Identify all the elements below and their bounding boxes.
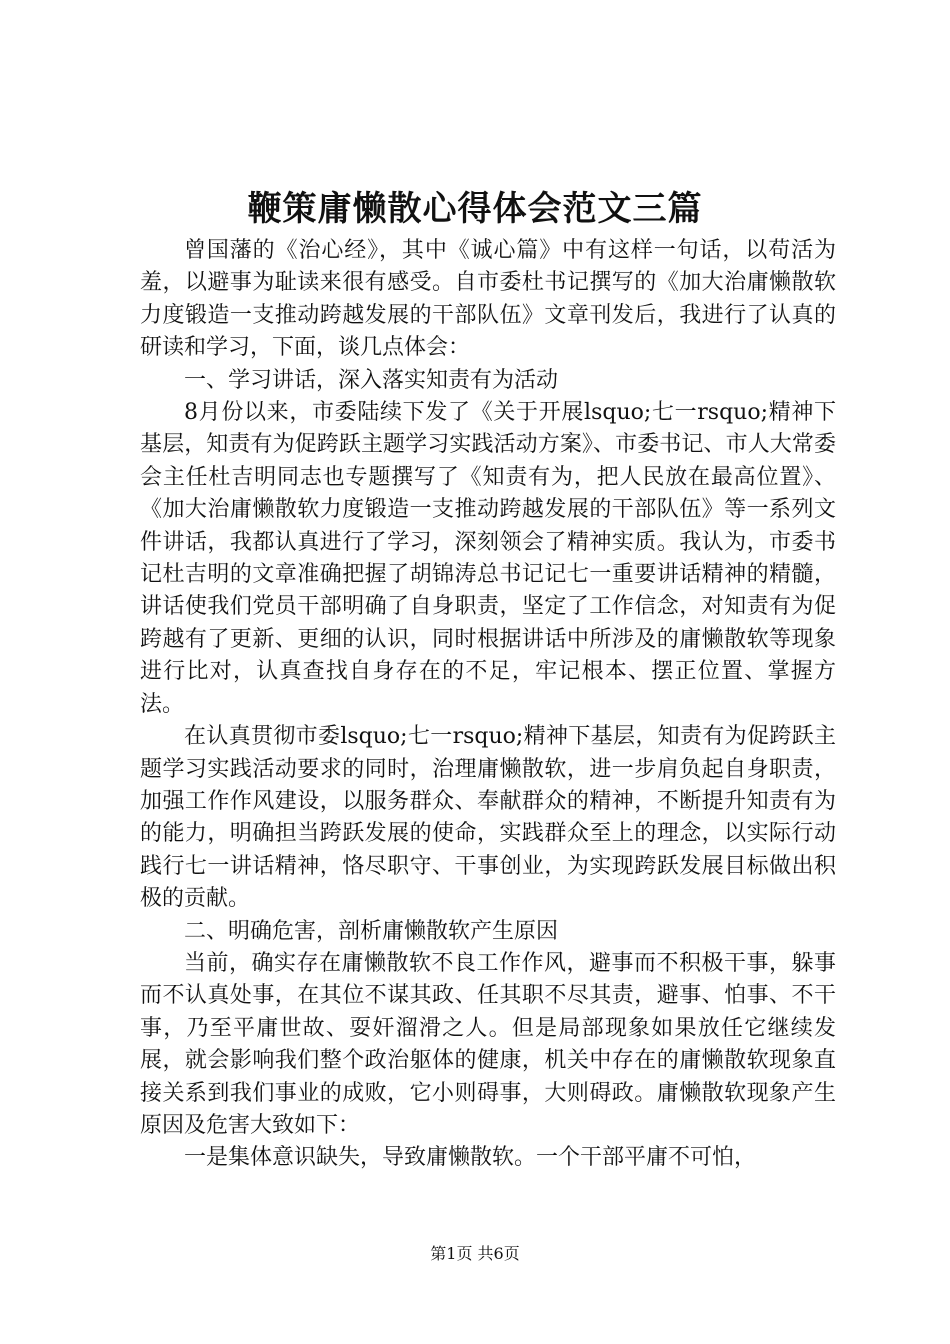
section-heading-1: 一、学习讲话，深入落实知责有为活动	[184, 367, 559, 393]
document-title: 鞭策庸懒散心得体会范文三篇	[247, 189, 703, 229]
document-body	[140, 235, 836, 1175]
paragraph-implement: 在认真贯彻市委lsquo;七一rsquo;精神下基层，知责有为促跨跃主题学习实践活动要求的同时，治理庸懒散软，进一步肩负起自身职责，加强工作作风建设，以服务群众、奉献群众的精神，不断提升知责有为的能力，明确担当跨跃发展的使命，实践群众至上的理念，以实际行动践行七一讲话精神，恪尽职守、干事创业，为实现跨跃发展目标做出积极的贡献。	[140, 724, 836, 912]
paragraph-reason-1: 一是集体意识缺失，导致庸懒散软。一个干部平庸不可怕，	[184, 1145, 757, 1171]
paragraph-study: 8月份以来，市委陆续下发了《关于开展lsquo;七一rsquo;精神下基层，知责有为促跨跃主题学习实践活动方案》、市委书记、市人大常委会主任杜吉明同志也专题撰写了《知责有为，把人民放在最高位置》、《加大治庸懒散软力度锻造一支推动跨越发展的干部队伍》等一系列文件讲话，我都认真进行了学习，深刻领会了精神实质。我认为，市委书记杜吉明的文章准确把握了胡锦涛总书记记七一重要讲话精神的精髓，讲话使我们党员干部明确了自身职责，坚定了工作信念，对知责有为促跨越有了更新、更细的认识，同时根据讲话中所涉及的庸懒散软等现象进行比对，认真查找自身存在的不足，牢记根本、摆正位置、掌握方法。	[140, 400, 836, 717]
paragraph-intro: 曾国藩的《治心经》，其中《诚心篇》中有这样一句话，以苟活为羞，以避事为耻读来很有感受。自市委杜书记撰写的《加大治庸懒散软力度锻造一支推动跨越发展的干部队伍》文章刊发后，我进行了认真的研读和学习，下面，谈几点体会：	[140, 238, 836, 361]
section-heading-2: 二、明确危害，剖析庸懒散软产生原因	[184, 918, 559, 944]
page-footer: 第1页 共6页	[430, 1244, 520, 1263]
paragraph-current: 当前，确实存在庸懒散软不良工作作风，避事而不积极干事，躲事而不认真处事，在其位不谋其政、任其职不尽其责，避事、怕事、不干事，乃至平庸世故、耍奸溜滑之人。但是局部现象如果放任它继续发展，就会影响我们整个政治躯体的健康，机关中存在的庸懒散软现象直接关系到我们事业的成败，它小则碍事，大则碍政。庸懒散软现象产生原因及危害大致如下：	[140, 950, 836, 1138]
